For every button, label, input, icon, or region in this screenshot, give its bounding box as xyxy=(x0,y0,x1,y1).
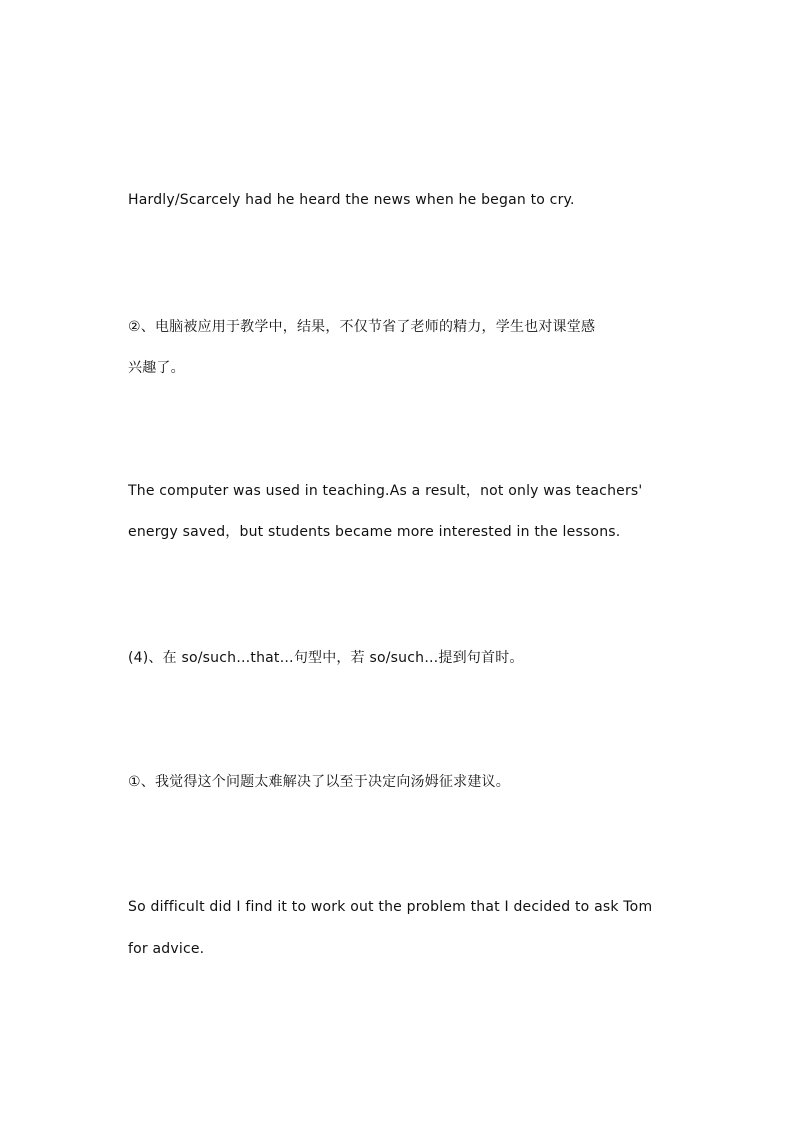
exercise-2-prompt-line-2: 兴趣了。 xyxy=(128,360,185,376)
exercise-2-prompt-line-1: ②、电脑被应用于教学中，结果，不仅节省了老师的精力，学生也对课堂感 xyxy=(128,319,596,335)
exercise-1-prompt: ①、我觉得这个问题太难解决了以至于决定向汤姆征求建议。 xyxy=(128,774,510,790)
exercise-2-answer-line-2: energy saved，but students became more interested in the lessons. xyxy=(128,524,621,540)
exercise-1-answer-line-1: So difficult did I find it to work out the problem that I decided to ask Tom xyxy=(128,899,653,915)
section-4-heading: (4)、在 so/such…that…句型中，若 so/such…提到句首时。 xyxy=(128,650,524,666)
exercise-1-answer-line-2: for advice. xyxy=(128,941,205,957)
exercise-2-answer-line-1: The computer was used in teaching.As a result，not only was teachers' xyxy=(128,483,643,499)
example-sentence-hardly: Hardly/Scarcely had he heard the news when he began to cry. xyxy=(128,192,575,208)
